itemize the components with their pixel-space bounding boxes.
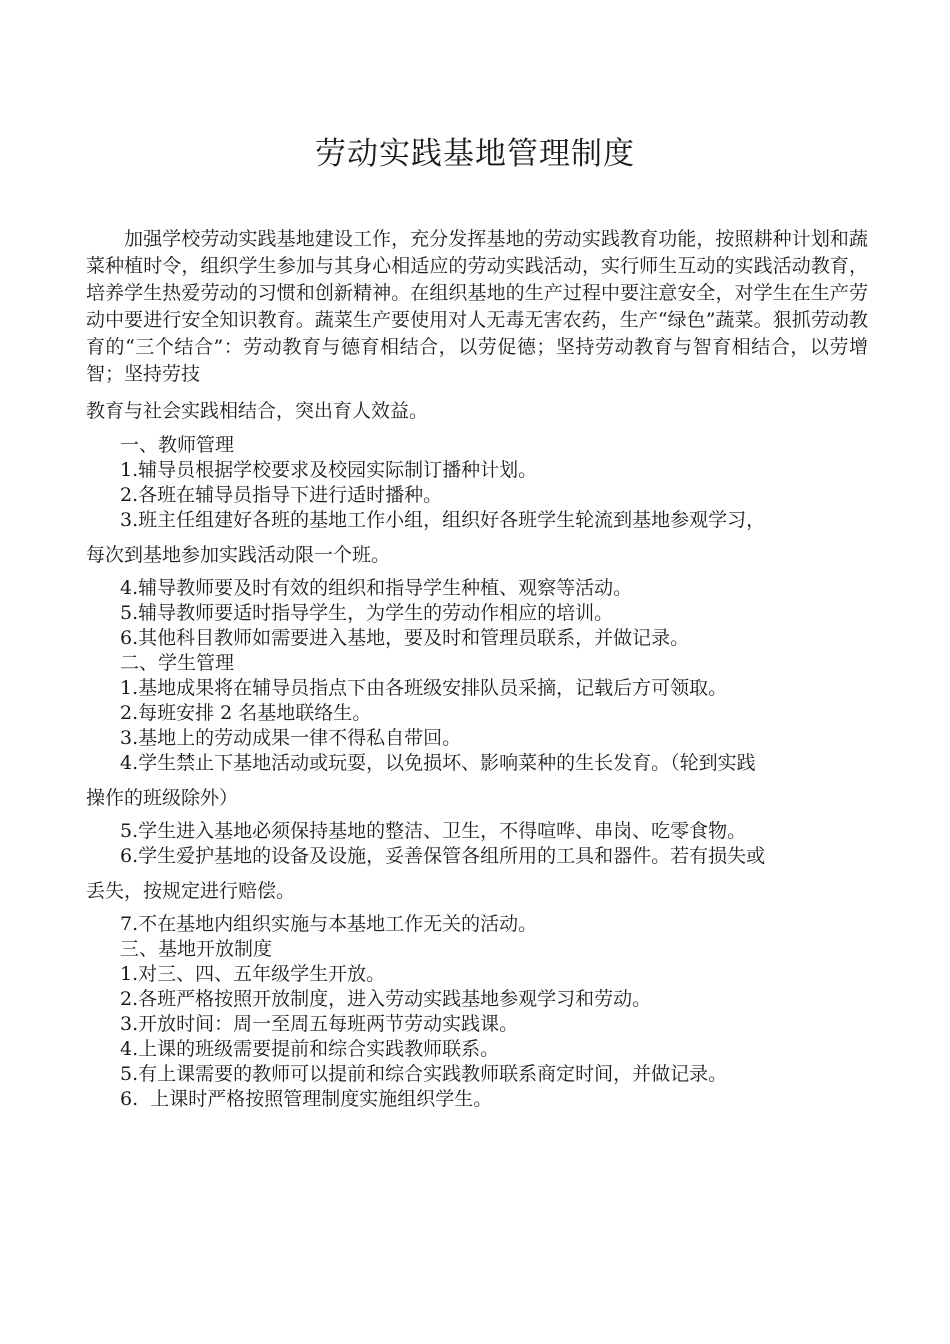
- open-item-4: 4.上课的班级需要提前和综合实践教师联系。: [120, 1038, 500, 1060]
- open-item-3: 3.开放时间：周一至周五每班两节劳动实践课。: [120, 1013, 519, 1035]
- student-item-2: 2.每班安排 2 名基地联络生。: [120, 702, 372, 724]
- open-item-6: 6. 上课时严格按照管理制度实施组织学生。: [120, 1088, 493, 1110]
- section-heading-student: 二、学生管理: [120, 652, 235, 674]
- teacher-item-2: 2.各班在辅导员指导下进行适时播种。: [120, 484, 443, 506]
- teacher-item-6: 6.其他科目教师如需要进入基地，要及时和管理员联系，并做记录。: [120, 627, 690, 649]
- teacher-item-4: 4.辅导教师要及时有效的组织和指导学生种植、观察等活动。: [120, 577, 633, 599]
- open-item-1: 1.对三、四、五年级学生开放。: [120, 963, 386, 985]
- document-body: [86, 226, 868, 1112]
- student-item-6: 6.学生爱护基地的设备及设施，妥善保管各组所用的工具和器件。若有损失或: [120, 845, 766, 867]
- intro-paragraph-end: 教育与社会实践相结合，突出育人效益。: [86, 400, 429, 422]
- student-item-4: 4.学生禁止下基地活动或玩耍，以免损坏、影响菜种的生长发育。（轮到实践: [120, 752, 756, 774]
- student-item-4-continued: 操作的班级除外）: [86, 787, 239, 809]
- student-item-1: 1.基地成果将在辅导员指点下由各班级安排队员采摘，记载后方可领取。: [120, 677, 728, 699]
- student-item-6-continued: 丢失，按规定进行赔偿。: [86, 880, 296, 902]
- section-heading-teacher: 一、教师管理: [120, 434, 235, 456]
- section-heading-open-policy: 三、基地开放制度: [120, 938, 273, 960]
- open-item-2: 2.各班严格按照开放制度，进入劳动实践基地参观学习和劳动。: [120, 988, 652, 1010]
- teacher-item-1: 1.辅导员根据学校要求及校园实际制订播种计划。: [120, 459, 538, 481]
- document-title: 劳动实践基地管理制度: [315, 136, 635, 172]
- student-item-3: 3.基地上的劳动成果一律不得私自带回。: [120, 727, 462, 749]
- open-item-5: 5.有上课需要的教师可以提前和综合实践教师联系商定时间，并做记录。: [120, 1063, 728, 1085]
- student-item-5: 5.学生进入基地必须保持基地的整洁、卫生，不得喧哗、串岗、吃零食物。: [120, 820, 747, 842]
- teacher-item-3: 3.班主任组建好各班的基地工作小组，组织好各班学生轮流到基地参观学习，: [120, 509, 766, 531]
- teacher-item-3-continued: 每次到基地参加实践活动限一个班。: [86, 544, 391, 566]
- student-item-7: 7.不在基地内组织实施与本基地工作无关的活动。: [120, 913, 538, 935]
- intro-paragraph: 加强学校劳动实践基地建设工作，充分发挥基地的劳动实践教育功能，按照耕种计划和蔬菜种植时令，组织学生参加与其身心相适应的劳动实践活动，实行师生互动的实践活动教育，培养学生热爱劳动的习惯和创新精神。在组织基地的生产过程中要注意安全，对学生在生产劳动中要进行安全知识教育。蔬菜生产要使用对人无毒无害农药，生产“绿色”蔬菜。狠抓劳动教育的“三个结合”：劳动教育与德育相结合，以劳促德；坚持劳动教育与智育相结合，以劳增智；坚持劳技: [86, 228, 868, 385]
- teacher-item-5: 5.辅导教师要适时指导学生，为学生的劳动作相应的培训。: [120, 602, 614, 624]
